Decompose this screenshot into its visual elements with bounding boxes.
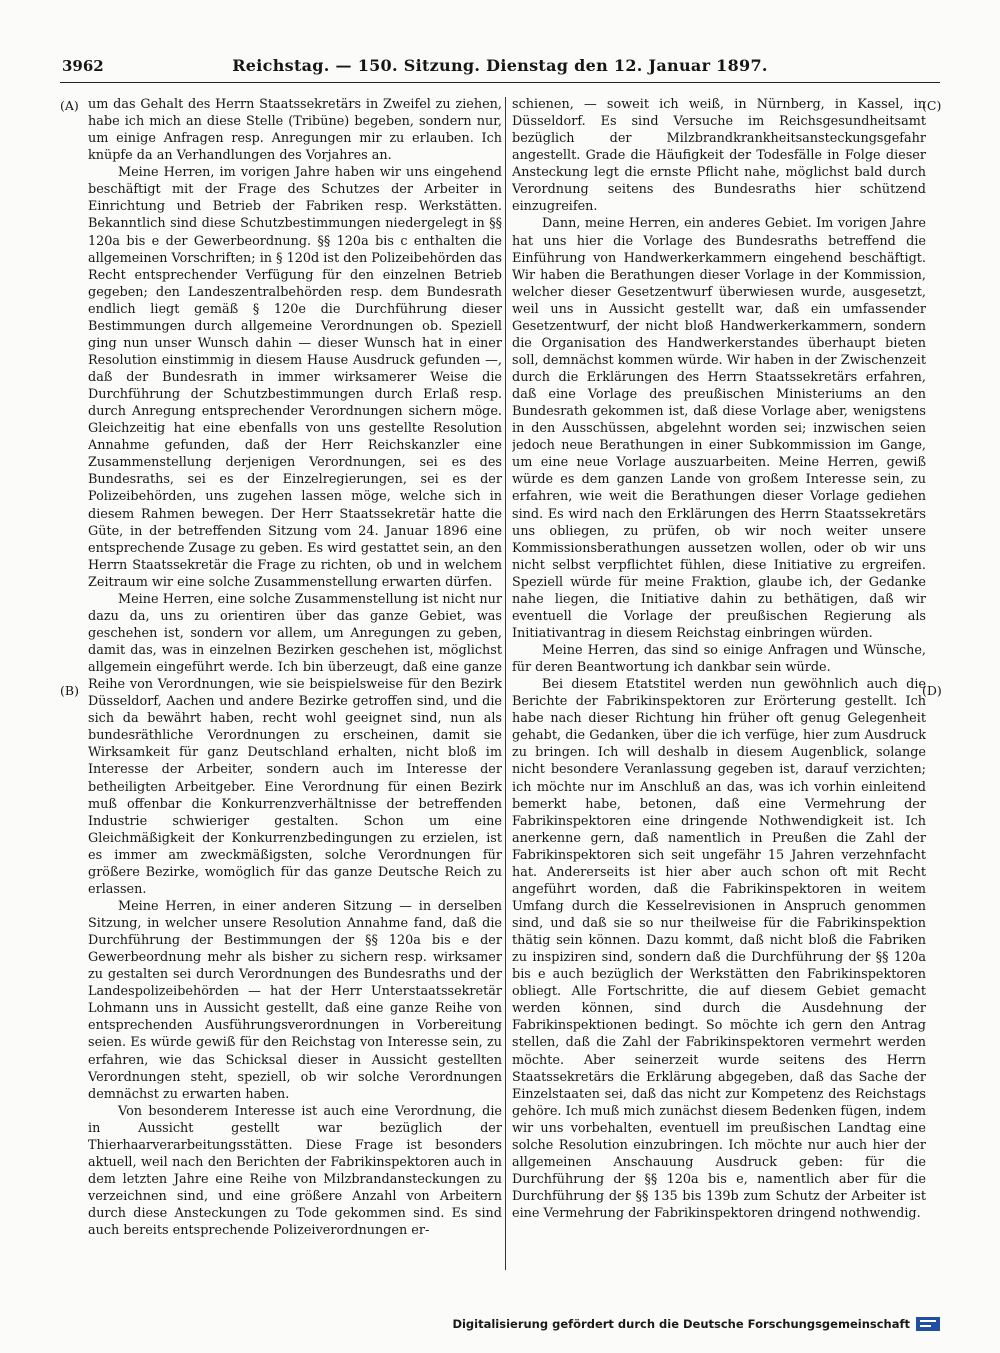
column-divider [505, 97, 506, 1270]
page-number: 3962 [62, 57, 104, 75]
paragraph: Meine Herren, im vorigen Jahre haben wir uns eingehend beschäftigt mit der Frage des Schutzes der Arbeiter in Einrichtung und Betrieb der Fabriken resp. Werkstätten. Bekanntlich sind diese Schutzbestimmungen niedergelegt in §§ 120a bis e der Gewerbeordnung. §§ 120a bis c enthalten die allgemeinen Vorschriften; in § 120d ist den Polizeibehörden das Recht entsprechender Verfügung für den einzelnen Betrieb gegeben; den Landeszentralbehörden resp. dem Bundesrath endlich liegt gemäß § 120e die Durchführung dieser Bestimmungen durch allgemeine Verordnungen ob. Speziell ging nun unser Wunsch dahin — dieser Wunsch hat in einer Resolution einstimmig in diesem Hause Ausdruck gefunden —, daß der Bundesrath in immer wirksamerer Weise die Durchführung der Schutzbestimmungen durch Erlaß resp. durch Anregung entsprechender Verordnungen sichern möge. Gleichzeitig hat eine ebenfalls von uns gestellte Resolution Annahme gefunden, daß der Herr Reichskanzler eine Zusammenstellung derjenigen Verordnungen, sei es des Bundesraths, sei es der Einzelregierungen, sei es der Polizeibehörden, uns zugehen lassen möge, welche sich in diesem Rahmen bewegen. Der Herr Staatssekretär hatte die Güte, in der betreffenden Sitzung vom 24. Januar 1896 eine entsprechende Zusage zu geben. Es wird gestattet sein, an den Herrn Staatssekretär die Frage zu richten, ob und in welchem Zeitraum wir eine solche Zusammenstellung erwarten dürfen. [88, 165, 502, 590]
funding-note: Digitalisierung gefördert durch die Deutsche Forschungsgemeinschaft [452, 1317, 910, 1331]
paragraph: Meine Herren, das sind so einige Anfragen und Wünsche, für deren Beantwortung ich dankbar sein würde. [512, 643, 926, 676]
paragraph: um das Gehalt des Herrn Staatssekretärs in Zweifel zu ziehen, habe ich mich an diese Stelle (Tribüne) begeben, sondern nur, um einige Anfragen resp. Anregungen mir zu erlauben. Ich knüpfe da an Verhandlungen des Vorjahres an. [88, 97, 502, 164]
footer [452, 1315, 940, 1333]
margin-mark-d: (D) [922, 683, 942, 698]
paragraph: Von besonderem Interesse ist auch eine Verordnung, die in Aussicht gestellt war bezüglich der Thierhaarverarbeitungsstätten. Diese Frage ist besonders aktuell, weil nach den Berichten der Fabrikinspektoren auch in dem letzten Jahre eine Reihe von Milzbrandansteckungen zu verzeichnen sind, und eine größere Anzahl von Arbeitern durch diese Ansteckungen zu Tode gekommen sind. Es sind auch bereits entsprechende Polizeiverordnungen er- [88, 1103, 502, 1239]
margin-mark-b: (B) [60, 683, 79, 698]
margin-mark-c: (C) [922, 98, 942, 113]
paragraph: schienen, — soweit ich weiß, in Nürnberg, in Kassel, in Düsseldorf. Es sind Versuche im Reichsgesundheitsamt bezüglich der Milzbrandkrankheitsansteckungsgefahr angestellt. Grade die Häufigkeit der Todesfälle in Folge dieser Ansteckung legt die ernste Pflicht nahe, möglichst bald durch Verordnung seitens des Bundesraths hier schützend einzugreifen. [512, 97, 926, 215]
right-column [512, 96, 926, 1276]
left-column [88, 96, 502, 1271]
running-header: Reichstag. — 150. Sitzung. Dienstag den 12. Januar 1897. [232, 56, 768, 75]
margin-mark-a: (A) [60, 98, 79, 113]
paragraph: Dann, meine Herren, ein anderes Gebiet. Im vorigen Jahre hat uns hier die Vorlage des Bundesraths betreffend die Einführung von Handwerkerkammern eingehend beschäftigt. Wir haben die Berathungen dieser Vorlage in der Kommission, welcher dieser Gesetzentwurf überwiesen wurde, ausgesetzt, weil uns in Aussicht gestellt war, daß ein umfassender Gesetzentwurf, der nicht bloß Handwerkerkammern, sondern die Organisation des Handwerkerstandes überhaupt bieten soll, demnächst kommen würde. Wir haben in der Zwischenzeit durch die Erklärungen des Herrn Staatssekretärs erfahren, daß eine Vorlage des preußischen Ministeriums an den Bundesrath gekommen ist, daß diese Vorlage aber, wenigstens in den Ausschüssen, abgelehnt worden sei; inzwischen seien jedoch neue Berathungen in einer Subkommission im Gange, um eine neue Vorlage auszuarbeiten. Meine Herren, gewiß würde es dem ganzen Lande von großem Interesse sein, zu erfahren, wie weit die Berathungen dieser Vorlage gediehen sind. Es wird nach den Erklärungen des Herrn Staatssekretärs uns obliegen, zu prüfen, ob wir noch weiter unsere Kommissionsberathungen aussetzen wollen, oder ob wir uns nicht selbst verpflichtet fühlen, diese Initiative zu ergreifen. Speziell würde für meine Fraktion, glaube ich, der Gedanke nahe liegen, die Initiative dahin zu bethätigen, daß wir eventuell die Vorlage der preußischen Regierung als Initiativantrag in diesem Reichstag einbringen würden. [512, 216, 926, 641]
dfg-logo-icon [916, 1317, 940, 1331]
paragraph: Meine Herren, in einer anderen Sitzung — in derselben Sitzung, in welcher unsere Resolution Annahme fand, daß die Durchführung der Bestimmungen der §§ 120a bis e der Gewerbeordnung mehr als bisher zu sichern resp. wirksamer zu gestalten sei durch Verordnungen des Bundesraths und der Landespolizeibehörden — hat der Herr Unterstaatssekretär Lohmann uns in Aussicht gestellt, daß eine ganze Reihe von entsprechenden Ausführungsverordnungen in Vorbereitung seien. Es würde gewiß für den Reichstag von Interesse sein, zu erfahren, wie das Schicksal dieser in Aussicht gestellten Verordnungen steht, speziell, ob wir solche Verordnungen demnächst zu erwarten haben. [88, 898, 502, 1102]
paragraph: Bei diesem Etatstitel werden nun gewöhnlich auch die Berichte der Fabrikinspektoren zur Erörterung gestellt. Ich habe nach dieser Richtung hin früher oft genug Gelegenheit gehabt, die Gedanken, über die ich verfüge, hier zum Ausdruck zu bringen. Ich will deshalb in diesem Augenblick, solange nicht besondere Veranlassung gegeben ist, darauf verzichten; ich möchte nur im Anschluß an das, was ich vorhin einleitend bemerkt habe, betonen, daß eine Vermehrung der Fabrikinspektoren eine dringende Nothwendigkeit ist. Ich anerkenne gern, daß namentlich in Preußen die Zahl der Fabrikinspektoren sich seit ungefähr 15 Jahren verzehnfacht hat. Andererseits ist hier aber auch schon oft mit Recht angeführt worden, daß die Fabrikinspektoren in weitem Umfang durch die Kesselrevisionen in Anspruch genommen sind, und daß sie so nur theilweise für die Fabrikinspektion thätig sein können. Dazu kommt, daß nicht bloß die Fabriken zu inspiziren sind, sondern daß die Durchführung der §§ 120a bis e auch bezüglich der Werkstätten den Fabrikinspektoren obliegt. Alle Fortschritte, die auf diesem Gebiet gemacht werden können, sind durch die Ausdehnung der Fabrikinspektionen bedingt. So möchte ich gern den Antrag stellen, daß die Zahl der Fabrikinspektoren vermehrt werden möchte. Aber seinerzeit wurde seitens des Herrn Staatssekretärs die Erklärung abgegeben, daß das Sache der Einzelstaaten sei, daß das nicht zur Kompetenz des Reichstags gehöre. Ich muß mich zunächst diesem Bedenken fügen, indem wir uns vorbehalten, eventuell im preußischen Landtag eine solche Resolution einzubringen. Ich möchte nur auch hier der allgemeinen Anschauung Ausdruck geben: für die Durchführung der §§ 120a bis e, namentlich aber für die Durchführung der §§ 135 bis 139b zum Schutz der Arbeiter ist eine Vermehrung der Fabrikinspektoren dringend nothwendig. [512, 677, 926, 1222]
paragraph: Meine Herren, eine solche Zusammenstellung ist nicht nur dazu da, uns zu orientiren über das ganze Gebiet, was geschehen ist, sondern vor allem, um Anregungen zu geben, damit das, was in einzelnen Bezirken geschehen ist, möglichst allgemein eingeführt werde. Ich bin überzeugt, daß eine ganze Reihe von Verordnungen, wie sie beispielsweise für den Bezirk Düsseldorf, Aachen und andere Bezirke getroffen sind, und die sich da bewährt haben, recht wohl geeignet sind, nun als bundesräthliche Verordnungen zu erscheinen, damit sie Wirksamkeit für ganz Deutschland erhalten, nicht bloß im Interesse der Arbeiter, sondern auch im Interesse der betheiligten Arbeitgeber. Eine Verordnung für einen Bezirk muß offenbar die Konkurrenzverhältnisse der betreffenden Industrie schwieriger gestalten. Schon um eine Gleichmäßigkeit der Konkurrenzbedingungen zu erzielen, ist es immer am zweckmäßigsten, solche Verordnungen für größere Bezirke, womöglich für das ganze Deutsche Reich zu erlassen. [88, 591, 502, 897]
header-rule [60, 82, 940, 83]
